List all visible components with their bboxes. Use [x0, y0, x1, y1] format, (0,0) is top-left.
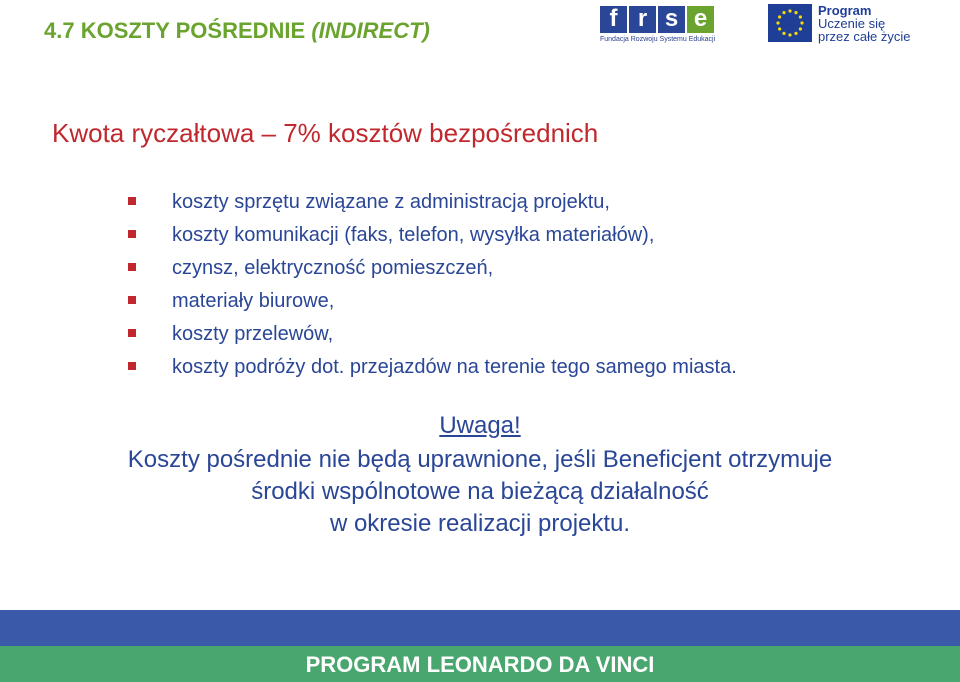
title-main: 4.7 KOSZTY POŚREDNIE [44, 18, 312, 43]
note-heading: Uwaga! [439, 412, 521, 439]
list-item-text: koszty sprzętu związane z administracją projektu, [172, 191, 610, 213]
list-item [128, 219, 737, 252]
bullet-square-icon [128, 230, 136, 238]
bullet-square-icon [128, 197, 136, 205]
title-italic: (INDIRECT) [311, 18, 430, 43]
note-line: środki wspólnotowe na bieżącą działalność [251, 478, 709, 505]
list-item-text: czynsz, elektryczność pomieszczeń, [172, 257, 494, 279]
list-item-text: koszty komunikacji (faks, telefon, wysyłka materiałów), [172, 224, 655, 246]
eu-programme-logo [768, 4, 910, 43]
page-title [44, 18, 430, 44]
list-item-text: koszty przelewów, [172, 323, 334, 345]
frse-letter: r [629, 6, 656, 33]
bullet-square-icon [128, 263, 136, 271]
frse-letter: f [600, 6, 627, 33]
footer-text: PROGRAM LEONARDO DA VINCI [305, 652, 655, 677]
list-item [128, 252, 737, 285]
eu-text-line: przez całe życie [818, 29, 911, 44]
frse-logo [600, 6, 720, 48]
frse-subtitle: Fundacja Rozwoju Systemu Edukacji [600, 36, 716, 43]
frse-letter: s [658, 6, 685, 33]
list-item [128, 186, 737, 219]
note-line: Koszty pośrednie nie będą uprawnione, jeśli Beneficjent otrzymuje [127, 446, 833, 473]
eu-text-line: Uczenie się [818, 16, 886, 31]
list-item-text: koszty podróży dot. przejazdów na terenie tego samego miasta. [172, 356, 737, 378]
note-line: w okresie realizacji projektu. [329, 510, 631, 537]
list-item [128, 285, 737, 318]
list-item-text: materiały biurowe, [172, 290, 335, 312]
eu-flag-icon [768, 4, 812, 42]
bullet-square-icon [128, 362, 136, 370]
bullet-square-icon [128, 329, 136, 337]
cost-list [128, 186, 737, 384]
eu-text-line: Program [818, 3, 872, 18]
frse-letter: e [687, 6, 714, 33]
bullet-square-icon [128, 296, 136, 304]
list-item [128, 318, 737, 351]
footer-band-blue [0, 610, 960, 646]
subtitle: Kwota ryczałtowa – 7% kosztów bezpośrednich [52, 118, 599, 148]
list-item [128, 351, 737, 384]
